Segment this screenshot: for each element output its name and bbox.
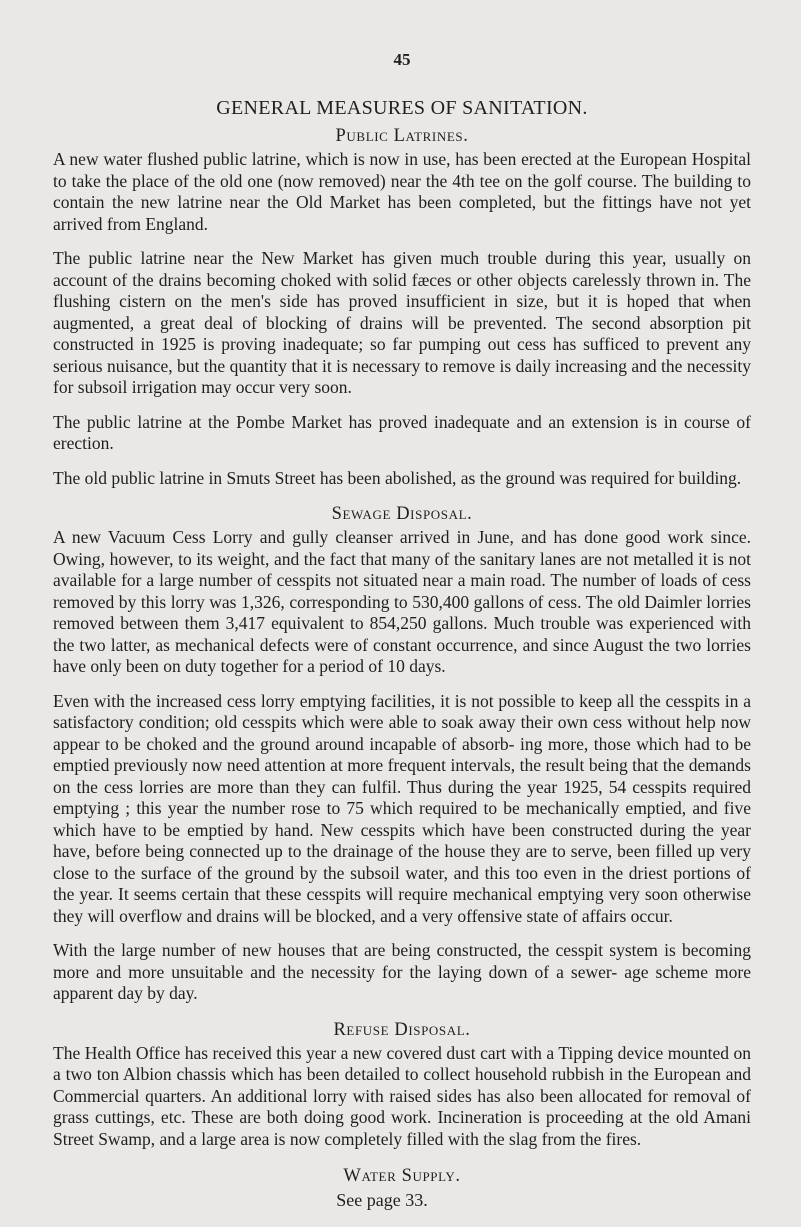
paragraph: The public latrine near the New Market has given much trouble during this year, usually on account of the drains becoming choked with solid fæces or other objects carelessly thrown in. The flushing cistern on the men's side has proved insufficient in size, but it is hoped that when augmented, a great deal of blocking of drains will be prevented. The second absorption pit constructed in 1925 is proving inadequate; so far pumping out cess has sufficed to prevent any serious nuisance, but the quantity that it is necessary to remove is daily increasing and the necessity for subsoil irrigation may occur very soon. bbox=[53, 248, 751, 397]
paragraph: Even with the increased cess lorry emptying facilities, it is not possible to keep all the cesspits in a satisfactory condition; old cesspits which were able to soak away their own cess without help now appear to be choked and the ground around incapable of absorb- ing more, those which had to be emptied previously now need attention at more frequent intervals, the result being that the demands on the cess lorries are more than they can fulfil. Thus during the year 1925, 54 cesspits required emptying ; this year the number rose to 75 which required to be mechanically emptied, and five which have to be emptied by hand. New cesspits which have been constructed during the year have, before being connected up to the drainage of the house they are to serve, been filled up very close to the surface of the ground by the subsoil water, and this too even in the driest portions of the year. It seems certain that these cesspits will require mechanical emptying very soon otherwise they will overflow and drains will be blocked, and a very offensive state of affairs occur. bbox=[53, 690, 751, 926]
section-heading: Water Supply. bbox=[343, 1166, 461, 1186]
paragraph: A new Vacuum Cess Lorry and gully cleanser arrived in June, and has done good work since. Owing, however, to its weight, and the fact that many of the sanitary lanes are not metalled it is not available for a large number of cesspits not situated near a main road. The number of loads of cess removed by this lorry was 1,326, corresponding to 530,400 gallons of cess. The old Daimler lorries removed between them 3,417 equivalent to 854,250 gallons. Much trouble was experienced with the two latter, as mechanical defects were of constant occurrence, and since August the two lorries have only been on duty together for a period of 10 days. bbox=[53, 527, 751, 676]
main-title: GENERAL MEASURES OF SANITATION. bbox=[216, 97, 588, 119]
section-refuse-disposal bbox=[53, 1017, 751, 1151]
page-reference: See page 33. bbox=[336, 1190, 428, 1210]
page-number: 45 bbox=[393, 50, 411, 69]
section-heading: Public Latrines. bbox=[335, 126, 469, 146]
section-heading: Sewage Disposal. bbox=[331, 504, 473, 524]
paragraph: A new water flushed public latrine, which is now in use, has been erected at the European Hospital to take the place of the old one (now removed) near the 4th tee on the golf course. The building to contain the new latrine near the Old Market has been completed, but the fittings have not yet arrived from England. bbox=[53, 149, 751, 234]
section-sewage-disposal bbox=[53, 501, 751, 1005]
paragraph: The public latrine at the Pombe Market has proved inadequate and an extension is in course of erection. bbox=[53, 411, 751, 453]
section-public-latrines bbox=[53, 123, 751, 489]
paragraph: The Health Office has received this year a new covered dust cart with a Tipping device mounted on a two ton Albion chassis which has been detailed to collect household rubbish in the European and Commercial quarters. An additional lorry with raised sides has also been allocated for removal of grass cuttings, etc. These are both doing good work. Incineration is proceeding at the old Amani Street Swamp, and a large area is now completely filled with the slag from the fires. bbox=[53, 1042, 751, 1149]
paragraph: The old public latrine in Smuts Street has been abolished, as the ground was required for building. bbox=[53, 467, 742, 488]
section-heading: Refuse Disposal. bbox=[333, 1019, 471, 1040]
paragraph: With the large number of new houses that are being constructed, the cesspit system is becoming more and more unsuitable and the necessity for the laying down of a sewer- age scheme more apparent day by day. bbox=[53, 940, 751, 1003]
section-water-supply bbox=[53, 1163, 751, 1211]
